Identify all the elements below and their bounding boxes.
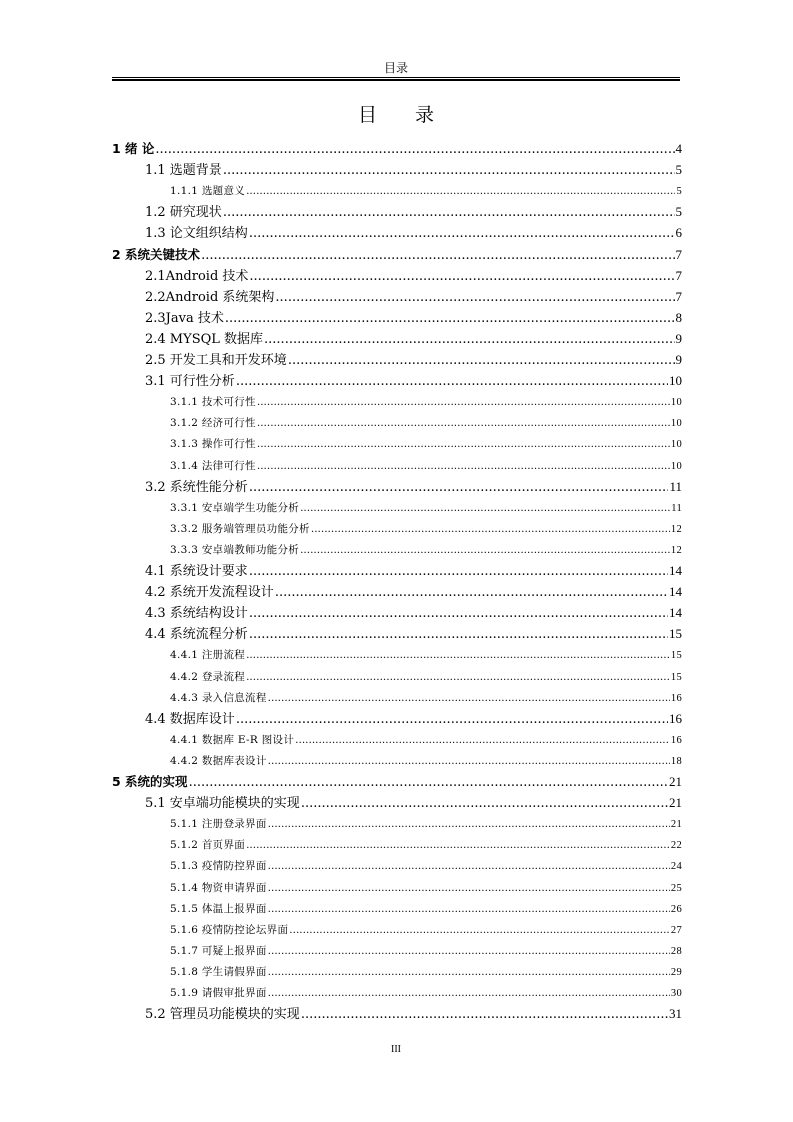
toc-entry[interactable] (145, 350, 682, 370)
toc-dot-leader (155, 140, 674, 160)
toc-entry-title: 5.1.3 疫情防控界面 (170, 860, 267, 873)
toc-entry-page: 6 (675, 225, 682, 241)
toc-dot-leader (311, 519, 670, 539)
toc-entry-page: 22 (670, 840, 682, 852)
toc-entry-title: 3.3.1 安卓端学生功能分析 (170, 501, 300, 514)
toc-dot-leader (268, 878, 670, 898)
toc-dot-leader (201, 246, 674, 266)
toc-entry-title: 3.1.1 技术可行性 (170, 396, 256, 409)
toc-entry-page: 15 (670, 650, 682, 662)
toc-entry[interactable] (145, 793, 682, 813)
toc-title: 目 录 (357, 104, 451, 126)
toc-entry-title: 5.1.4 物资申请界面 (170, 881, 267, 894)
toc-entry[interactable] (170, 645, 682, 665)
toc-entry-page: 10 (670, 439, 682, 451)
toc-entry-page: 8 (675, 309, 682, 325)
toc-entry[interactable] (145, 477, 682, 497)
toc-entry-title: 3.1.3 操作可行性 (170, 438, 256, 451)
toc-entry[interactable] (170, 962, 682, 982)
toc-entry[interactable] (170, 835, 682, 855)
toc-entry-page: 27 (670, 924, 682, 936)
toc-entry[interactable] (145, 709, 682, 729)
toc-entry[interactable] (170, 392, 682, 412)
toc-entry-title: 3.2 系统性能分析 (145, 479, 248, 495)
toc-entry[interactable] (170, 814, 682, 834)
toc-entry-page: 14 (669, 605, 682, 621)
toc-entry[interactable] (145, 329, 682, 349)
toc-entry-title: 3.1.4 法律可行性 (170, 459, 256, 472)
toc-entry-title: 5.1.8 学生请假界面 (170, 965, 267, 978)
toc-entry[interactable] (145, 561, 682, 581)
toc-dot-leader (275, 288, 674, 308)
toc-entry-title: 1.1 选题背景 (145, 163, 222, 179)
toc-dot-leader (275, 583, 668, 603)
toc-entry-title: 2.1Android 技术 (145, 268, 249, 284)
toc-entry-page: 31 (669, 1006, 682, 1022)
toc-entry[interactable] (145, 582, 682, 602)
toc-entry-title: 5.1.1 注册登录界面 (170, 818, 267, 831)
toc-dot-leader (257, 456, 670, 476)
toc-entry[interactable] (145, 266, 682, 286)
toc-entry[interactable] (112, 772, 682, 792)
toc-dot-leader (246, 667, 670, 687)
toc-entry-page: 5 (675, 162, 682, 178)
toc-entry-title: 5.1 安卓端功能模块的实现 (145, 796, 300, 812)
toc-dot-leader (268, 856, 670, 876)
toc-entry-title: 1.3 论文组织结构 (145, 226, 248, 242)
toc-entry-page: 7 (675, 288, 682, 304)
toc-dot-leader (225, 309, 675, 329)
toc-entry-page: 7 (675, 267, 682, 283)
toc-entry-title: 5.1.2 首页界面 (170, 839, 246, 852)
toc-dot-leader (223, 203, 675, 223)
toc-entry-page: 5 (675, 204, 682, 220)
toc-entry-title: 4.4 数据库设计 (145, 711, 235, 727)
toc-entry-title: 3.3.2 服务端管理员功能分析 (170, 522, 310, 535)
toc-entry-title: 1 绪 论 (112, 141, 155, 156)
toc-entry-page: 10 (669, 373, 682, 389)
toc-entry-page: 21 (670, 819, 682, 831)
toc-entry-title: 5.1.5 体温上报界面 (170, 902, 267, 915)
toc-entry[interactable] (145, 1004, 682, 1024)
toc-entry-page: 9 (675, 330, 682, 346)
toc-entry[interactable] (170, 540, 682, 560)
toc-dot-leader (236, 710, 668, 730)
toc-dot-leader (268, 899, 670, 919)
toc-entry-title: 3.3.3 安卓端教师功能分析 (170, 543, 300, 556)
toc-entry[interactable] (145, 287, 682, 307)
toc-entry-page: 10 (670, 460, 682, 472)
toc-entry-page: 14 (669, 563, 682, 578)
toc-dot-leader (300, 540, 670, 560)
toc-entry[interactable] (112, 245, 682, 265)
toc-entry[interactable] (170, 878, 682, 898)
toc-entry-page: 10 (670, 418, 682, 430)
toc-entry[interactable] (170, 519, 682, 539)
toc-entry-page: 11 (671, 502, 682, 514)
toc-entry-title: 3.1.2 经济可行性 (170, 417, 256, 430)
toc-entry-title: 4.1 系统设计要求 (145, 564, 248, 579)
toc-entry-page: 16 (670, 734, 682, 746)
toc-entry-title: 5.1.9 请假审批界面 (170, 987, 267, 999)
toc-entry-page: 5 (676, 186, 682, 198)
toc-entry-title: 4.2 系统开发流程设计 (145, 585, 274, 601)
header-rule (112, 77, 680, 78)
toc-entry[interactable] (170, 730, 682, 750)
toc-entry[interactable] (170, 434, 682, 454)
toc-entry-page: 28 (670, 945, 682, 957)
toc-dot-leader (288, 351, 675, 371)
toc-dot-leader (249, 267, 674, 287)
toc-entry[interactable] (170, 751, 682, 771)
toc-entry-title: 1.2 研究现状 (145, 205, 222, 221)
toc-entry-page: 24 (670, 861, 682, 873)
toc-entry-title: 5 系统的实现 (112, 774, 188, 789)
header-rule-double (112, 79, 680, 81)
toc-dot-leader (246, 645, 670, 665)
toc-entry-page: 11 (669, 478, 682, 494)
toc-entry[interactable] (170, 413, 682, 433)
toc-entry-page: 30 (670, 988, 682, 999)
toc-entry-title: 4.3 系统结构设计 (145, 606, 248, 622)
toc-dot-leader (189, 773, 668, 793)
toc-entry-title: 5.1.6 疫情防控论坛界面 (170, 923, 289, 936)
toc-dot-leader (268, 962, 670, 982)
toc-entry[interactable] (145, 160, 682, 180)
toc-entry-page: 16 (669, 710, 682, 726)
toc-entry[interactable] (145, 603, 682, 623)
toc-dot-leader (257, 392, 670, 412)
toc-dot-leader (246, 835, 670, 855)
toc-entry-page: 16 (670, 692, 682, 704)
toc-entry-page: 29 (670, 966, 682, 978)
toc-entry-title: 3.1 可行性分析 (145, 374, 235, 390)
toc-entry[interactable] (170, 920, 682, 940)
toc-entry[interactable] (170, 667, 682, 687)
toc-dot-leader (268, 814, 670, 834)
toc-entry-title: 4.4.1 注册流程 (170, 649, 246, 662)
toc-entry[interactable] (145, 624, 682, 644)
toc-dot-leader (236, 372, 668, 392)
toc-dot-leader (246, 181, 675, 201)
toc-dot-leader (268, 751, 670, 771)
toc-entry-title: 2.5 开发工具和开发环境 (145, 353, 287, 368)
toc-entry-page: 12 (670, 544, 682, 556)
toc-entry-title: 4.4.2 登录流程 (170, 670, 246, 683)
toc-entry-page: 9 (675, 352, 682, 367)
toc-entry-page: 21 (669, 774, 682, 789)
toc-entry[interactable] (145, 223, 682, 243)
toc-entry-page: 4 (675, 141, 682, 156)
toc-entry-page: 26 (670, 903, 682, 915)
toc-entry-title: 5.2 管理员功能模块的实现 (145, 1007, 300, 1023)
toc-entry-title: 2.4 MYSQL 数据库 (145, 331, 264, 347)
toc-entry-page: 14 (669, 584, 682, 600)
toc-dot-leader (223, 161, 675, 181)
toc-entry-title: 2.2Android 系统架构 (145, 289, 275, 305)
toc-dot-leader (268, 941, 670, 961)
toc-entry-page: 25 (670, 882, 682, 894)
toc-entry[interactable] (145, 308, 682, 328)
running-header: 目录 (383, 61, 408, 75)
toc-entry-title: 4.4.1 数据库 E-R 图设计 (170, 733, 295, 746)
toc-dot-leader (301, 794, 668, 814)
toc-entry-page: 15 (669, 626, 682, 642)
toc-dot-leader (249, 604, 668, 624)
toc-dot-leader (295, 730, 670, 750)
toc-dot-leader (249, 625, 668, 645)
toc-entry-title: 1.1.1 选题意义 (170, 185, 246, 198)
toc-entry[interactable] (145, 202, 682, 222)
toc-entry-page: 15 (670, 671, 682, 683)
toc-dot-leader (257, 434, 670, 454)
toc-entry-page: 10 (670, 397, 682, 409)
toc-entry-title: 4.4.3 录入信息流程 (170, 691, 267, 704)
toc-entry[interactable] (145, 371, 682, 391)
toc-entry[interactable] (170, 899, 682, 919)
toc-dot-leader (289, 920, 670, 940)
toc-entry[interactable] (170, 856, 682, 876)
toc-dot-leader (249, 562, 668, 582)
toc-dot-leader (268, 983, 670, 1003)
toc-entry-page: 21 (669, 795, 682, 811)
toc-dot-leader (300, 498, 670, 518)
toc-entry[interactable] (170, 498, 682, 518)
toc-entry[interactable] (170, 688, 682, 708)
toc-entry-page: 18 (670, 755, 682, 767)
toc-entry-title: 4.4.2 数据库表设计 (170, 754, 267, 767)
toc-entry[interactable] (170, 983, 682, 1003)
toc-dot-leader (268, 688, 670, 708)
toc-entry[interactable] (112, 139, 682, 159)
toc-entry[interactable] (170, 181, 682, 201)
page-number: III (391, 1044, 401, 1055)
toc-dot-leader (257, 413, 670, 433)
toc-dot-leader (249, 478, 669, 498)
toc-entry[interactable] (170, 941, 682, 961)
toc-dot-leader (264, 330, 674, 350)
toc-dot-leader (249, 224, 675, 244)
toc-entry-title: 2 系统关键技术 (112, 246, 201, 262)
toc-entry-title: 5.1.7 可疑上报界面 (170, 944, 267, 957)
toc-entry-title: 4.4 系统流程分析 (145, 627, 248, 643)
toc-entry-page: 7 (675, 246, 682, 262)
toc-dot-leader (301, 1005, 668, 1025)
toc-entry-page: 12 (670, 523, 682, 535)
toc-entry[interactable] (170, 456, 682, 476)
toc-entry-title: 2.3Java 技术 (145, 310, 224, 326)
